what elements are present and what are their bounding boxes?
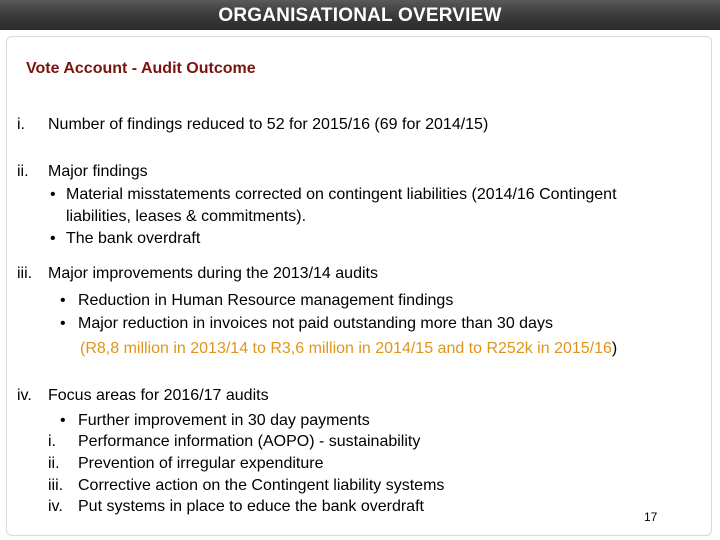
sub-number: ii. [48, 455, 60, 472]
sub-item: Prevention of irregular expenditure [78, 455, 324, 472]
bullet: • [50, 186, 56, 203]
bullet: • [60, 315, 66, 332]
amount-note-text: (R8,8 million in 2013/14 to R3,6 million in 2014/15 and to R252k in 2015/16 [80, 340, 612, 357]
list-item: Major findings [48, 163, 148, 180]
bullet: • [60, 412, 66, 429]
page-title: ORGANISATIONAL OVERVIEW [218, 5, 502, 26]
sub-item: Material misstatements corrected on contingent liabilities (2014/16 Contingent [66, 186, 617, 203]
list-number: iii. [17, 265, 33, 282]
sub-number: iv. [48, 498, 63, 515]
sub-item: Major reduction in invoices not paid outstanding more than 30 days [78, 315, 553, 332]
bullet: • [50, 230, 56, 247]
list-number: iv. [17, 387, 32, 404]
sub-number: i. [48, 433, 56, 450]
amount-note-close: ) [611, 340, 618, 357]
section-subtitle: Vote Account - Audit Outcome [26, 60, 256, 77]
sub-item: Further improvement in 30 day payments [78, 412, 370, 429]
sub-number: iii. [48, 477, 64, 494]
sub-item: The bank overdraft [66, 230, 201, 247]
list-number: ii. [17, 163, 29, 180]
bullet: • [60, 292, 66, 309]
list-item: Focus areas for 2016/17 audits [48, 387, 269, 404]
page-number: 17 [644, 510, 658, 524]
sub-item: Reduction in Human Resource management findings [78, 292, 454, 309]
list-number: i. [17, 116, 25, 133]
list-item: Number of findings reduced to 52 for 2015/16 (69 for 2014/15) [48, 116, 489, 133]
sub-item: Put systems in place to educe the bank overdraft [78, 498, 424, 515]
amount-note [80, 340, 617, 358]
list-item: Major improvements during the 2013/14 audits [48, 265, 378, 282]
sub-item-continued: liabilities, leases & commitments). [66, 208, 307, 225]
sub-item: Performance information (AOPO) - sustainability [78, 433, 421, 450]
sub-item: Corrective action on the Contingent liability systems [78, 477, 445, 494]
